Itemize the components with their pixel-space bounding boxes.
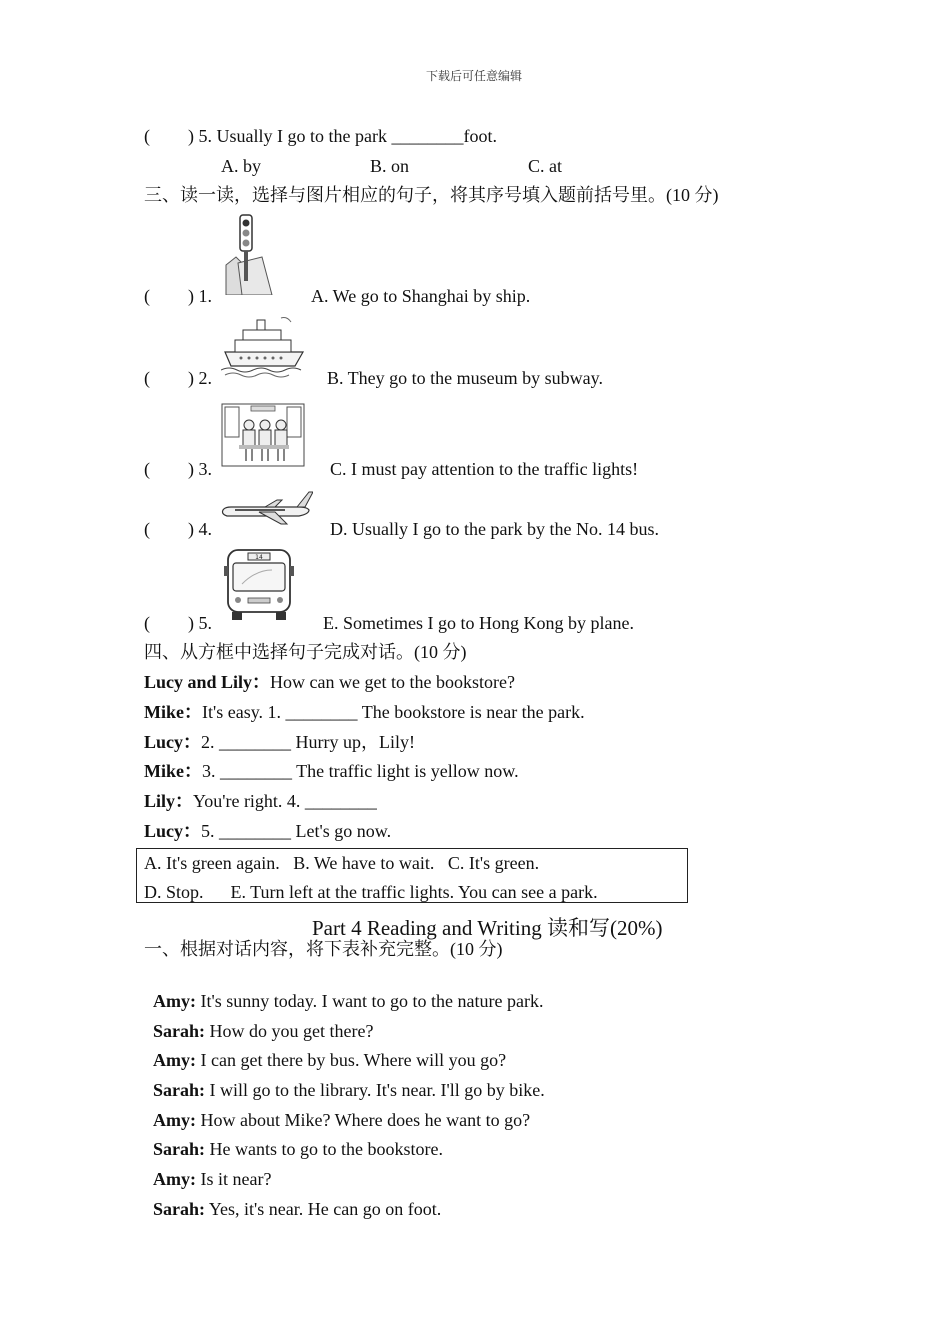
speaker: Mike： bbox=[144, 761, 202, 781]
speaker: Amy: bbox=[153, 1050, 196, 1070]
part-4-heading: Part 4 Reading and Writing 读和写(20%) bbox=[312, 916, 663, 940]
svg-text:14: 14 bbox=[255, 554, 263, 561]
question-stem: ) 5. Usually I go to the park ________foot. bbox=[188, 126, 497, 146]
match-item-4 bbox=[144, 518, 212, 540]
section-3-title: 三、读一读，选择与图片相应的句子，将其序号填入题前括号里。(10 分) bbox=[144, 185, 719, 205]
answer-paren: ( bbox=[144, 286, 150, 306]
part-4-subtitle: 一、根据对话内容，将下表补充完整。(10 分) bbox=[144, 939, 503, 959]
match-sentence-b: B. They go to the museum by subway. bbox=[327, 368, 603, 388]
speaker: Amy: bbox=[153, 1110, 196, 1130]
line-text: Yes, it's near. He can go on foot. bbox=[205, 1199, 442, 1219]
item-number: ) 2. bbox=[188, 368, 212, 388]
speaker: Lily： bbox=[144, 791, 194, 811]
reading-line bbox=[144, 1176, 441, 1220]
subway-passengers-icon bbox=[221, 403, 305, 467]
dialogue-line bbox=[144, 790, 377, 812]
line-text: How do you get there? bbox=[205, 1021, 374, 1041]
option-b: B. on bbox=[370, 156, 410, 176]
match-sentence-d: D. Usually I go to the park by the No. 14 bus. bbox=[330, 519, 659, 539]
traffic-light-icon bbox=[222, 213, 274, 295]
match-item-1 bbox=[144, 285, 212, 307]
item-number: ) 4. bbox=[188, 519, 212, 539]
ship-icon bbox=[221, 316, 307, 378]
speaker: Amy: bbox=[153, 991, 196, 1011]
speaker: Mike： bbox=[144, 702, 202, 722]
speaker: Sarah: bbox=[153, 1021, 206, 1041]
line-text: You're right. 4. ________ bbox=[193, 791, 377, 811]
line-text: 3. ________ The traffic light is yellow now. bbox=[202, 761, 519, 781]
speaker: Amy: bbox=[153, 1169, 196, 1189]
speaker: Sarah: bbox=[153, 1080, 206, 1100]
box-options-line-2: D. Stop. E. Turn left at the traffic lights. You can see a park. bbox=[144, 882, 598, 902]
box-options-line-1: A. It's green again. B. We have to wait. C. It's green. bbox=[144, 853, 540, 873]
match-item-5 bbox=[144, 612, 212, 634]
section-4-title: 四、从方框中选择句子完成对话。(10 分) bbox=[144, 642, 467, 662]
line-text: Is it near? bbox=[196, 1169, 272, 1189]
item-number: ) 3. bbox=[188, 459, 212, 479]
bus-icon bbox=[222, 548, 296, 622]
speaker: Lucy and Lily： bbox=[144, 672, 271, 692]
dialogue-line bbox=[144, 671, 515, 693]
line-text: 2. ________ Hurry up，Lily! bbox=[201, 732, 415, 752]
option-c: C. at bbox=[528, 156, 562, 176]
answer-paren: ( bbox=[144, 519, 150, 539]
answer-paren: ( bbox=[144, 368, 150, 388]
line-text: How can we get to the bookstore? bbox=[270, 672, 515, 692]
line-text: I will go to the library. It's near. I'll go by bike. bbox=[205, 1080, 545, 1100]
item-number: ) 1. bbox=[188, 286, 212, 306]
match-sentence-e: E. Sometimes I go to Hong Kong by plane. bbox=[323, 613, 634, 633]
page-header: 下载后可任意编辑 bbox=[426, 69, 523, 83]
speaker: Sarah: bbox=[153, 1139, 206, 1159]
answer-paren: ( bbox=[144, 126, 150, 146]
match-sentence-c: C. I must pay attention to the traffic lights! bbox=[330, 459, 639, 479]
airplane-icon bbox=[219, 490, 313, 526]
answer-paren: ( bbox=[144, 459, 150, 479]
line-text: 5. ________ Let's go now. bbox=[201, 821, 392, 841]
answer-paren: ( bbox=[144, 613, 150, 633]
speaker: Sarah: bbox=[153, 1199, 206, 1219]
item-number: ) 5. bbox=[188, 613, 212, 633]
speaker: Lucy： bbox=[144, 732, 202, 752]
speaker: Lucy： bbox=[144, 821, 202, 841]
option-a: A. by bbox=[221, 156, 261, 176]
line-text: He wants to go to the bookstore. bbox=[205, 1139, 443, 1159]
dialogue-line bbox=[144, 760, 519, 782]
dialogue-line bbox=[144, 820, 391, 842]
match-item-3 bbox=[144, 458, 212, 480]
match-sentence-a: A. We go to Shanghai by ship. bbox=[311, 286, 531, 306]
line-text: It's easy. 1. ________ The bookstore is near the park. bbox=[202, 702, 585, 722]
line-text: I can get there by bus. Where will you go? bbox=[196, 1050, 507, 1070]
line-text: How about Mike? Where does he want to go? bbox=[196, 1110, 531, 1130]
dialogue-line bbox=[144, 701, 585, 723]
match-item-2 bbox=[144, 367, 212, 389]
line-text: It's sunny today. I want to go to the nature park. bbox=[196, 991, 544, 1011]
dialogue-line bbox=[144, 731, 415, 753]
question-5 bbox=[144, 125, 497, 147]
